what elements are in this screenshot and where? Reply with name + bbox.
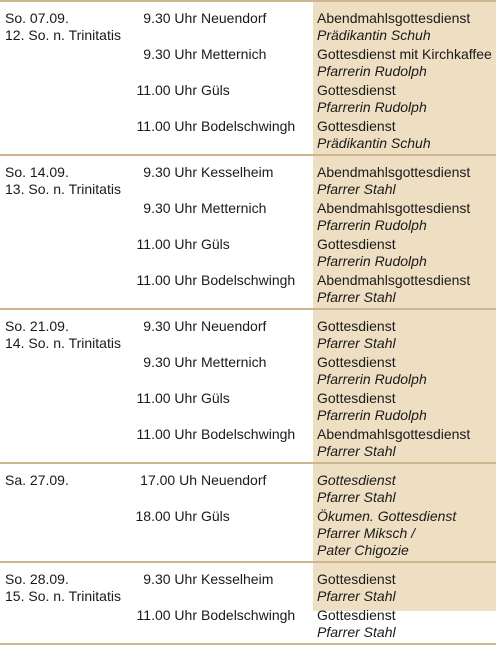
service-location: Neuendorf <box>201 472 267 488</box>
service-location: Kesselheim <box>201 571 274 587</box>
service-location: Güls <box>201 82 230 98</box>
service-type: Abendmahlsgottesdienst <box>317 200 471 216</box>
day-separator <box>0 154 496 156</box>
service-time: 11.00 Uhr <box>136 390 197 406</box>
service-type: Abendmahlsgottesdienst <box>317 272 471 288</box>
service-time: 11.00 Uhr <box>136 426 197 442</box>
service-location: Güls <box>201 508 230 524</box>
service-type: Gottesdienst <box>317 390 396 406</box>
service-type: Abendmahlsgottesdienst <box>317 164 471 180</box>
service-pastor: Pfarrerin Rudolph <box>317 371 427 387</box>
service-type: Gottesdienst <box>317 472 396 488</box>
service-type: Gottesdienst <box>317 607 396 623</box>
service-pastor: Pfarrerin Rudolph <box>317 407 427 423</box>
service-time: 11.00 Uhr <box>136 82 197 98</box>
service-pastor: Pfarrerin Rudolph <box>317 63 427 79</box>
day-separator <box>0 561 496 563</box>
service-pastor: Pfarrerin Rudolph <box>317 99 427 115</box>
day-date: So. 28.09. <box>5 571 69 587</box>
service-location: Metternich <box>201 46 267 62</box>
church-sunday-name: 14. So. n. Trinitatis <box>5 335 121 351</box>
church-sunday-name: 13. So. n. Trinitatis <box>5 181 121 197</box>
service-time: 17.00 Uh <box>140 472 197 488</box>
service-location: Neuendorf <box>201 10 267 26</box>
service-time: 9.30 Uhr <box>143 571 197 587</box>
service-time: 11.00 Uhr <box>136 272 197 288</box>
service-time: 9.30 Uhr <box>143 318 197 334</box>
day-date: So. 21.09. <box>5 318 69 334</box>
day-separator <box>0 308 496 310</box>
service-time: 18.00 Uhr <box>135 508 197 524</box>
service-location: Güls <box>201 390 230 406</box>
service-location: Bodelschwingh <box>201 272 296 288</box>
church-sunday-name: 15. So. n. Trinitatis <box>5 588 121 604</box>
service-type: Gottesdienst <box>317 571 396 587</box>
service-type: Abendmahlsgottesdienst <box>317 426 471 442</box>
service-type: Abendmahlsgottesdienst <box>317 10 471 26</box>
service-time: 9.30 Uhr <box>143 46 197 62</box>
service-location: Bodelschwingh <box>201 426 296 442</box>
service-type: Gottesdienst mit Kirchkaffee <box>317 46 492 62</box>
service-pastor: Pfarrerin Rudolph <box>317 217 427 233</box>
service-type: Gottesdienst <box>317 354 396 370</box>
day-date: Sa. 27.09. <box>5 472 69 488</box>
service-pastor: Pfarrerin Rudolph <box>317 253 427 269</box>
service-pastor: Prädikantin Schuh <box>317 135 431 151</box>
service-type: Gottesdienst <box>317 236 396 252</box>
service-time: 9.30 Uhr <box>143 354 197 370</box>
service-location: Bodelschwingh <box>201 607 296 623</box>
service-pastor: Pfarrer Stahl <box>317 443 396 459</box>
service-type: Gottesdienst <box>317 82 396 98</box>
service-pastor: Pfarrer Miksch / <box>317 525 416 541</box>
service-pastor: Pfarrer Stahl <box>317 335 396 351</box>
service-pastor: Prädikantin Schuh <box>317 27 431 43</box>
day-separator <box>0 462 496 464</box>
service-location: Neuendorf <box>201 318 267 334</box>
day-date: So. 14.09. <box>5 164 69 180</box>
service-time: 9.30 Uhr <box>143 10 197 26</box>
service-type: Ökumen. Gottesdienst <box>317 508 457 524</box>
service-pastor: Pfarrer Stahl <box>317 624 396 640</box>
service-pastor: Pater Chigozie <box>317 542 409 558</box>
service-location: Metternich <box>201 354 267 370</box>
service-pastor: Pfarrer Stahl <box>317 588 396 604</box>
service-type: Gottesdienst <box>317 118 396 134</box>
service-time: 11.00 Uhr <box>136 118 197 134</box>
service-time: 11.00 Uhr <box>136 607 197 623</box>
service-time: 9.30 Uhr <box>143 200 197 216</box>
service-location: Metternich <box>201 200 267 216</box>
service-time: 9.30 Uhr <box>143 164 197 180</box>
service-pastor: Pfarrer Stahl <box>317 181 396 197</box>
service-location: Kesselheim <box>201 164 274 180</box>
service-pastor: Pfarrer Stahl <box>317 289 396 305</box>
separator-top <box>0 0 496 2</box>
service-location: Güls <box>201 236 230 252</box>
service-time: 11.00 Uhr <box>136 236 197 252</box>
service-type: Gottesdienst <box>317 318 396 334</box>
church-sunday-name: 12. So. n. Trinitatis <box>5 27 121 43</box>
service-location: Bodelschwingh <box>201 118 296 134</box>
day-date: So. 07.09. <box>5 10 69 26</box>
service-pastor: Pfarrer Stahl <box>317 489 396 505</box>
